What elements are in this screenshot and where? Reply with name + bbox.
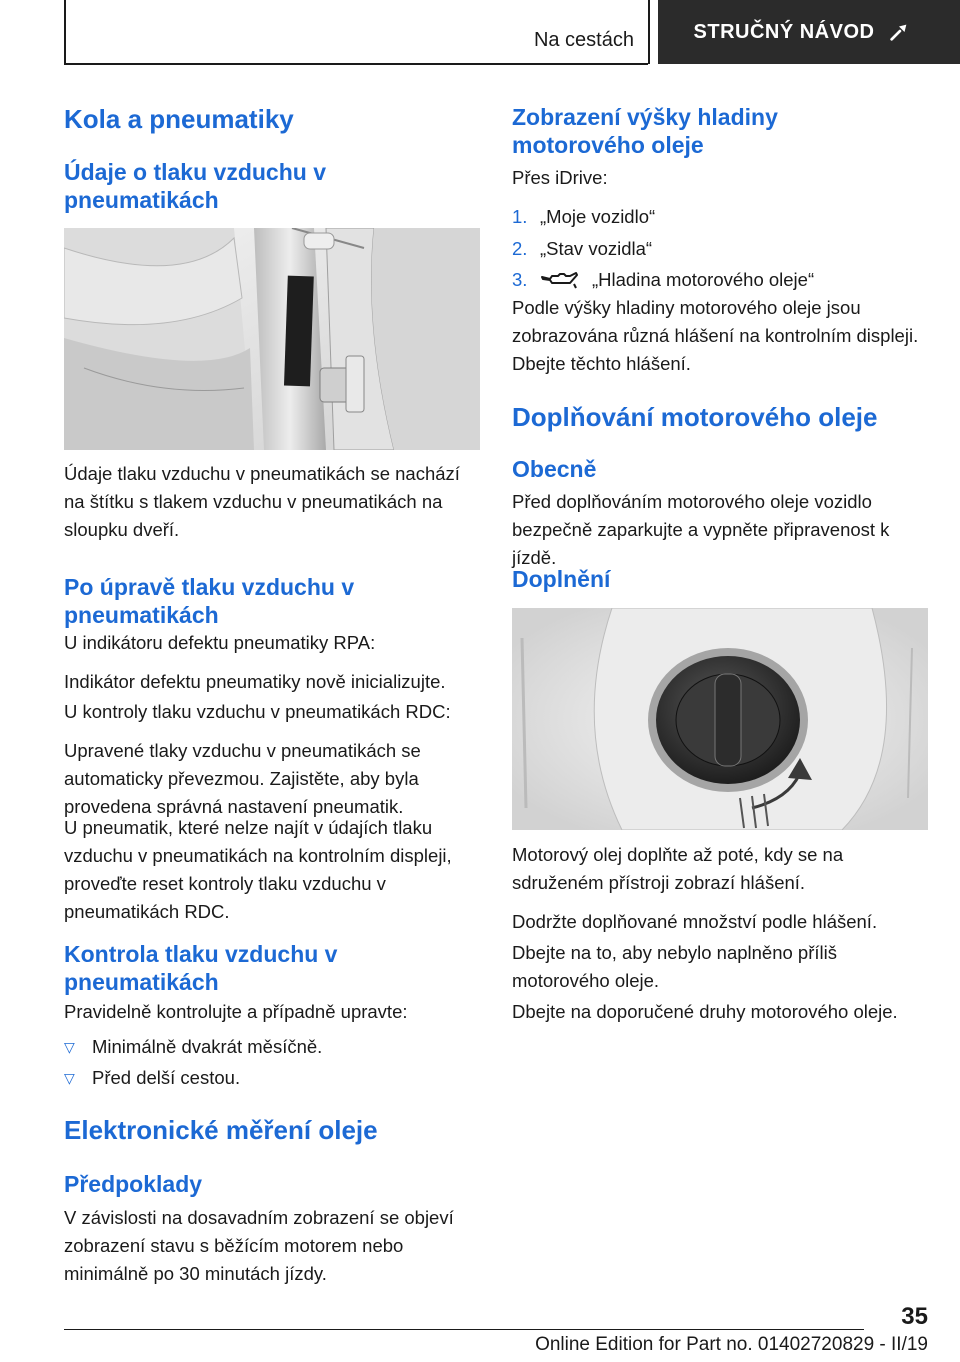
quick-guide-tab[interactable] [658, 0, 960, 64]
rpa-init-text: Indikátor defektu pneumatiky nově inicializujte. [64, 671, 446, 692]
quick-guide-tab-label: STRUČNÝ NÁVOD [693, 20, 875, 43]
oil-can-icon [540, 269, 580, 291]
step-number: 3. [512, 269, 528, 290]
rpa-text: U indikátoru defektu pneumatiky RPA: [64, 632, 376, 653]
step-text: „Moje vozidlo“ [540, 206, 656, 227]
step-text: „Hladina motorového oleje“ [592, 269, 815, 290]
heading-top-up: Doplnění [512, 566, 611, 592]
amount-text: Dodržte doplňované množství podle hlášení. [512, 911, 878, 932]
section-title: Na cestách [533, 29, 634, 51]
oil-filler-cap-photo [512, 608, 928, 830]
list-item [64, 1033, 480, 1061]
bullet-triangle-icon: ▽ [64, 1039, 75, 1055]
heading-oil-measure: Elektronické měření oleje [64, 1115, 378, 1145]
page-number: 35 [901, 1303, 928, 1330]
heading-oil-level: Zobrazení výšky hladiny motorového oleje [512, 104, 778, 158]
heading-pressure-data: Údaje o tlaku vzduchu v pneumatikách [64, 159, 326, 213]
list-item [512, 235, 928, 263]
prereq-text: V závislosti na dosavadním zobrazení se objeví zobrazení stavu s běžícím motorem nebo minimálně po 30 minutách jízdy. [64, 1207, 454, 1284]
heading-after-adjust: Po úpravě tlaku vzduchu v pneumatikách [64, 574, 355, 628]
list-item [512, 266, 928, 294]
heading-refill: Doplňování motorového oleje [512, 402, 878, 432]
rdc-text: U kontroly tlaku vzduchu v pneumatikách RDC: [64, 701, 451, 722]
step-text: „Stav vozidla“ [540, 238, 653, 259]
bullet-text: Před delší cestou. [92, 1067, 241, 1088]
header-line [64, 63, 648, 65]
edition-text: Online Edition for Part no. 01402720829 - II/19 [535, 1334, 928, 1355]
pressure-data-text: Údaje tlaku vzduchu v pneumatikách se nachází na štítku s tlakem vzduchu v pneumatikách na sloupku dveří. [64, 463, 460, 540]
list-item [512, 203, 928, 231]
heading-prereq: Předpoklady [64, 1171, 203, 1197]
overfill-text: Dbejte na to, aby nebylo naplněno příliš motorového oleje. [512, 942, 837, 991]
heading-general: Obecně [512, 456, 597, 482]
wrench-icon [888, 21, 910, 43]
step-number: 2. [512, 238, 528, 259]
heading-wheels: Kola a pneumatiky [64, 104, 294, 134]
general-text: Před doplňováním motorového oleje vozidlo bezpečně zaparkujte a vypněte připravenost k jízdě. [512, 491, 890, 568]
idrive-text: Přes iDrive: [512, 167, 608, 188]
footer-line [64, 1329, 864, 1330]
header-divider [648, 0, 650, 64]
oil-messages-text: Podle výšky hladiny motorového oleje jsou zobrazována různá hlášení na kontrolním displeji. Dbejte těchto hlášení. [512, 297, 919, 374]
bullet-text: Minimálně dvakrát měsíčně. [92, 1036, 323, 1057]
step-number: 1. [512, 206, 528, 227]
list-item [64, 1064, 480, 1092]
top-up-text: Motorový olej doplňte až poté, kdy se na sdruženém přístroji zobrazí hlášení. [512, 844, 844, 893]
bullet-triangle-icon: ▽ [64, 1070, 75, 1086]
oil-types-text: Dbejte na doporučené druhy motorového oleje. [512, 1001, 898, 1022]
heading-check: Kontrola tlaku vzduchu v pneumatikách [64, 941, 338, 995]
header-rule [64, 0, 66, 64]
reset-text: U pneumatik, které nelze najít v údajích tlaku vzduchu v pneumatikách na kontrolním displeji, proveďte reset kontroly tlaku vzduchu v pneumatikách RDC. [64, 817, 452, 922]
rdc-auto-text: Upravené tlaky vzduchu v pneumatikách se automaticky převezmou. Zajistěte, aby byla provedena správná nastavení pneumatik. [64, 740, 421, 817]
check-text: Pravidelně kontrolujte a případně upravte: [64, 1001, 408, 1022]
door-pillar-photo [64, 228, 480, 450]
